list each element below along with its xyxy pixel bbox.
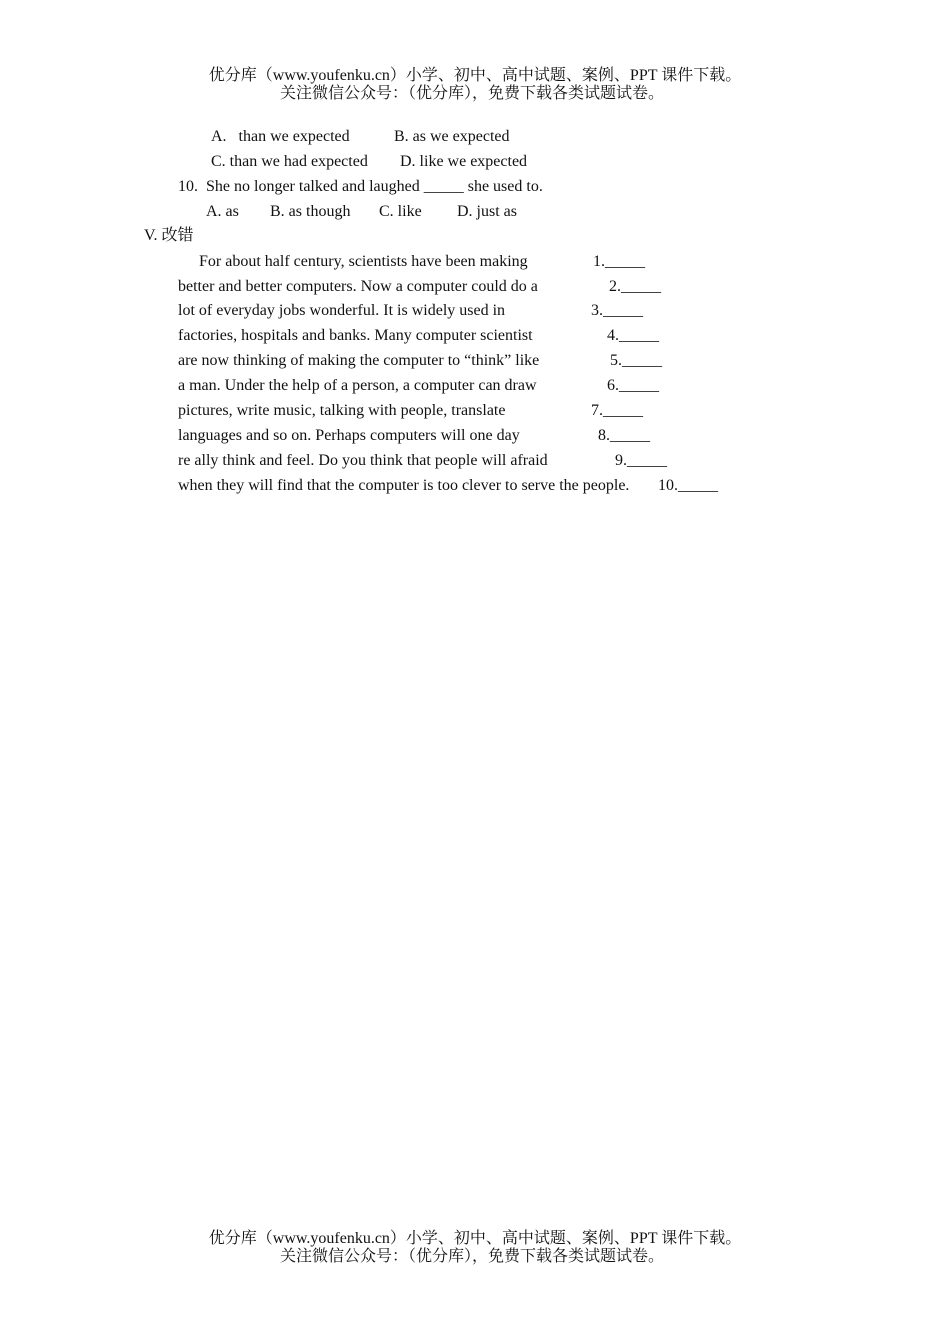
q10-option-c: C. like [379,203,422,220]
answer-blank-5: 5._____ [610,352,662,369]
header-line-1: 优分库（www.youfenku.cn）小学、初中、高中试题、案例、PPT 课件下载。 [208,67,742,84]
section-5-title: V. 改错 [144,227,194,244]
answer-blank-3: 3._____ [591,302,643,319]
answer-blank-8: 8._____ [598,427,650,444]
passage-line-1: For about half century, scientists have been making [199,253,528,270]
passage-line-4: factories, hospitals and banks. Many computer scientist [178,327,533,344]
q9-option-b: B. as we expected [394,128,510,145]
passage-line-8: languages and so on. Perhaps computers will one day [178,427,520,444]
q9-option-c: C. than we had expected [211,153,368,170]
q9-option-a: A. than we expected [211,128,350,145]
answer-blank-2: 2._____ [609,278,661,295]
q10-option-d: D. just as [457,203,517,220]
footer-line-1: 优分库（www.youfenku.cn）小学、初中、高中试题、案例、PPT 课件下载。 [208,1230,742,1247]
passage-line-6: a man. Under the help of a person, a computer can draw [178,377,537,394]
answer-blank-10: 10._____ [658,477,718,494]
answer-blank-6: 6._____ [607,377,659,394]
footer-line-2: 关注微信公众号：（优分库），免费下载各类试题试卷。 [279,1248,664,1265]
header-line-2: 关注微信公众号：（优分库），免费下载各类试题试卷。 [279,85,664,102]
q10-stem: 10. She no longer talked and laughed _____ she used to. [178,178,543,195]
answer-blank-7: 7._____ [591,402,643,419]
answer-blank-1: 1._____ [593,253,645,270]
q9-option-d: D. like we expected [400,153,528,170]
passage-line-7: pictures, write music, talking with people, translate [178,402,506,419]
passage-line-3: lot of everyday jobs wonderful. It is widely used in [178,302,506,319]
q10-option-a: A. as [206,203,239,220]
passage-line-2: better and better computers. Now a computer could do a [178,278,538,295]
passage-line-5: are now thinking of making the computer to “think” like [178,352,540,369]
answer-blank-9: 9._____ [615,452,667,469]
answer-blank-4: 4._____ [607,327,659,344]
passage-line-9: re ally think and feel. Do you think that people will afraid [178,452,548,469]
q10-option-b: B. as though [270,203,351,220]
passage-line-10: when they will find that the computer is too clever to serve the people. [178,477,630,494]
